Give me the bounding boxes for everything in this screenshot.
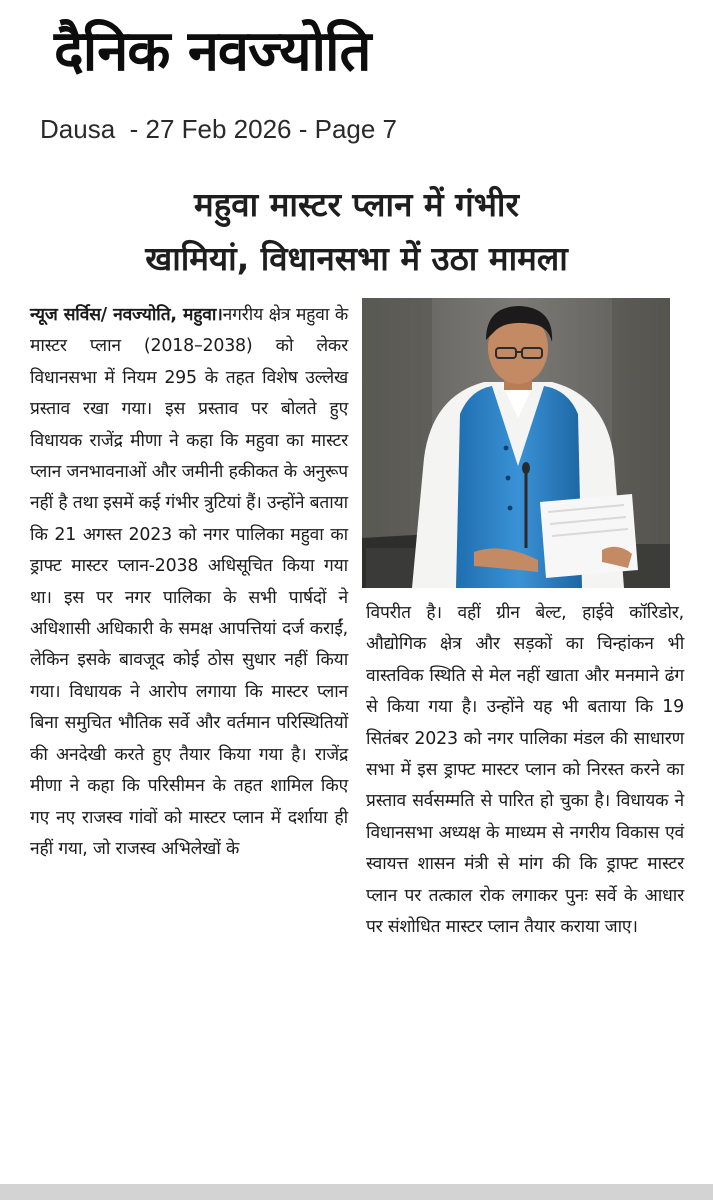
- page-bottom-bar: [0, 1184, 713, 1200]
- legislator-speaking-photo: [362, 298, 670, 588]
- headline-line-1: महुवा मास्टर प्लान में गंभीर: [194, 185, 519, 224]
- article-text-left: नगरीय क्षेत्र महुवा के मास्टर प्लान (2018–2038) को लेकर विधानसभा में नियम 295 के तहत विशेष उल्लेख प्रस्ताव रखा गया। इस प्रस्ताव पर बोलते हुए विधायक राजेंद्र मीणा ने कहा कि महुवा का मास्टर प्लान जनभावनाओं और जमीनी हकीकत के अनुरूप नहीं है तथा इसमें कई गंभीर त्रुटियां हैं। उन्होंने बताया कि 21 अगस्त 2023 को नगर पालिका महुवा का ड्राफ्ट मास्टर प्लान-2038 अधिसूचित किया गया था। इस पर नगर पालिका के सभी पार्षदों ने अधिशासी अधिकारी के समक्ष आपत्तियां दर्ज कराईं, लेकिन इसके बावजूद कोई ठोस सुधार नहीं किया गया। विधायक ने आरोप लगाया कि मास्टर प्लान बिना समुचित भौतिक सर्वे और वर्तमान परिस्थितियों की अनदेखी करते हुए तैयार किया गया है। राजेंद्र मीणा ने कहा कि परिसीमन के तहत शामिल किए गए नए राजस्व गांवों को मास्टर प्लान में दर्शाया ही नहीं गया, जो राजस्व अभिलेखों के: [30, 305, 348, 859]
- newspaper-masthead: दैनिक नवज्योति: [54, 19, 371, 84]
- article-column-right: विपरीत है। वहीं ग्रीन बेल्ट, हाईवे कॉरिडोर, औद्योगिक क्षेत्र और सड़कों का चिन्हांकन भी वास्तविक स्थिति से मेल नहीं खाता और मनमाने ढंग से किया गया है। उन्होंने यह भी बताया कि 19 सितंबर 2023 को नगर पालिका मंडल की साधारण सभा में इस ड्राफ्ट मास्टर प्लान को निरस्त करने का प्रस्ताव सर्वसम्मति से पारित हो चुका है। विधायक ने विधानसभा अध्यक्ष के माध्यम से नगरीय विकास एवं स्वायत्त शासन मंत्री से मांग की कि ड्राफ्ट मास्टर प्लान पर तत्काल रोक लगाकर पुनः सर्वे के आधार पर संशोधित मास्टर प्लान तैयार कराया जाए।: [366, 603, 684, 938]
- headline-line-2: खामियां, विधानसभा में उठा मामला: [145, 239, 568, 278]
- photo-illustration: [362, 298, 670, 588]
- edition-dateline: Dausa - 27 Feb 2026 - Page 7: [40, 114, 398, 144]
- article-column-left: [30, 300, 348, 865]
- article-headline: [20, 178, 693, 286]
- article-byline: न्यूज सर्विस/ नवज्योति, महुवा।: [30, 305, 223, 325]
